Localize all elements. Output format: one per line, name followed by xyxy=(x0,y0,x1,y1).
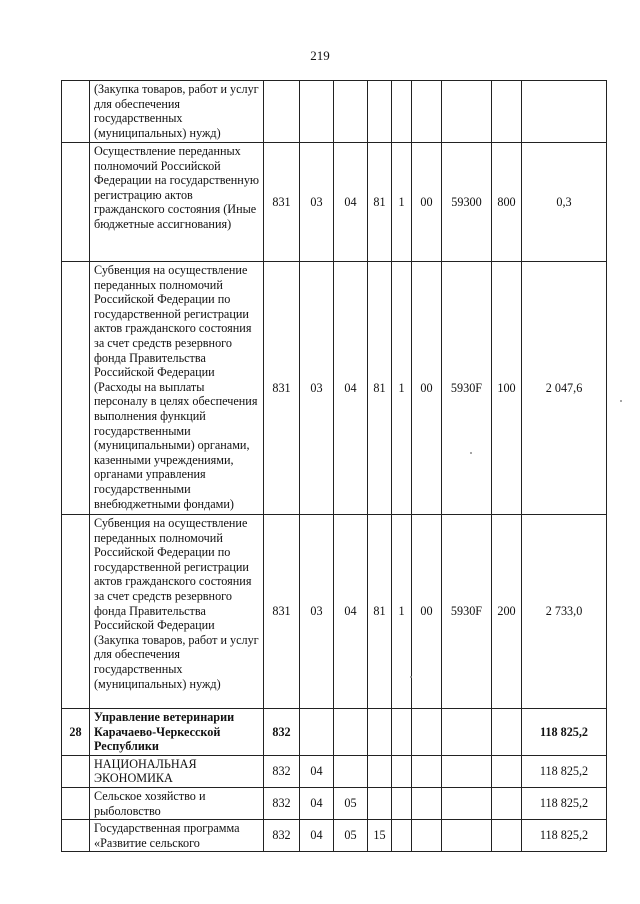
event-code xyxy=(412,81,442,143)
ministry-code: 831 xyxy=(264,515,300,709)
expense-type-code: 800 xyxy=(492,143,522,262)
direction-code: 5930F xyxy=(442,515,492,709)
scan-speck xyxy=(470,452,472,454)
scan-speck xyxy=(410,676,412,678)
section-code: 04 xyxy=(300,755,334,787)
direction-code xyxy=(442,787,492,819)
table-row xyxy=(62,515,607,709)
row-number xyxy=(62,515,90,709)
ministry-code: 831 xyxy=(264,262,300,515)
subprogram-code: 1 xyxy=(392,143,412,262)
subprogram-code: 1 xyxy=(392,515,412,709)
table-row xyxy=(62,820,607,852)
scan-speck xyxy=(620,400,622,402)
expense-type-code xyxy=(492,81,522,143)
event-code xyxy=(412,755,442,787)
item-name: Субвенция на осуществление переданных полномочий Российской Федерации по государственной регистрации актов гражданского состояния за счет средств резервного фонда Правительства Российской Федерации (Расходы на выплаты персоналу в целях обеспечения выполнения функций государственными (муниципальными) органами, казенными учреждениями, органами управления государственными внебюджетными фондами) xyxy=(90,262,264,515)
program-code xyxy=(368,787,392,819)
subsection-code: 04 xyxy=(334,143,368,262)
section-code: 03 xyxy=(300,143,334,262)
subsection-code: 04 xyxy=(334,515,368,709)
item-name: НАЦИОНАЛЬНАЯ ЭКОНОМИКА xyxy=(90,755,264,787)
subprogram-code xyxy=(392,709,412,756)
subprogram-code: 1 xyxy=(392,262,412,515)
program-code xyxy=(368,81,392,143)
subsection-code xyxy=(334,755,368,787)
event-code xyxy=(412,709,442,756)
direction-code xyxy=(442,755,492,787)
event-code: 00 xyxy=(412,262,442,515)
item-name: Сельское хозяйство и рыболовство xyxy=(90,787,264,819)
expense-type-code xyxy=(492,820,522,852)
amount xyxy=(522,81,607,143)
ministry-code: 831 xyxy=(264,143,300,262)
subprogram-code xyxy=(392,787,412,819)
section-code: 04 xyxy=(300,787,334,819)
subsection-code: 05 xyxy=(334,787,368,819)
section-code xyxy=(300,81,334,143)
program-code: 81 xyxy=(368,515,392,709)
item-name: Управление ветеринарии Карачаево-Черкесской Республики xyxy=(90,709,264,756)
event-code xyxy=(412,820,442,852)
row-number xyxy=(62,81,90,143)
amount: 2 047,6 xyxy=(522,262,607,515)
subsection-code: 04 xyxy=(334,262,368,515)
event-code: 00 xyxy=(412,515,442,709)
item-name: Субвенция на осуществление переданных полномочий Российской Федерации по государственной регистрации актов гражданского состояния за счет средств резервного фонда Правительства Российской Федерации (Закупка товаров, работ и услуг для обеспечения государственных (муниципальных) нужд) xyxy=(90,515,264,709)
expense-type-code: 100 xyxy=(492,262,522,515)
item-name: Осуществление переданных полномочий Российской Федерации на государственную регистрацию актов гражданского состояния (Иные бюджетные ассигнования) xyxy=(90,143,264,262)
table-row xyxy=(62,143,607,262)
program-code: 81 xyxy=(368,262,392,515)
program-code: 15 xyxy=(368,820,392,852)
row-number xyxy=(62,787,90,819)
subsection-code xyxy=(334,709,368,756)
ministry-code: 832 xyxy=(264,755,300,787)
subprogram-code xyxy=(392,820,412,852)
ministry-code xyxy=(264,81,300,143)
expense-type-code xyxy=(492,787,522,819)
table-row xyxy=(62,755,607,787)
ministry-code: 832 xyxy=(264,787,300,819)
program-code xyxy=(368,755,392,787)
table-row xyxy=(62,81,607,143)
amount: 118 825,2 xyxy=(522,755,607,787)
program-code: 81 xyxy=(368,143,392,262)
direction-code xyxy=(442,820,492,852)
row-number xyxy=(62,143,90,262)
subsection-code xyxy=(334,81,368,143)
section-code xyxy=(300,709,334,756)
budget-table xyxy=(61,80,607,852)
expense-type-code xyxy=(492,755,522,787)
row-number xyxy=(62,262,90,515)
amount: 2 733,0 xyxy=(522,515,607,709)
direction-code xyxy=(442,81,492,143)
amount: 118 825,2 xyxy=(522,820,607,852)
row-number: 28 xyxy=(62,709,90,756)
row-number xyxy=(62,820,90,852)
event-code: 00 xyxy=(412,143,442,262)
amount: 118 825,2 xyxy=(522,709,607,756)
amount: 0,3 xyxy=(522,143,607,262)
table-row xyxy=(62,709,607,756)
subprogram-code xyxy=(392,81,412,143)
row-number xyxy=(62,755,90,787)
subprogram-code xyxy=(392,755,412,787)
table-row xyxy=(62,262,607,515)
expense-type-code: 200 xyxy=(492,515,522,709)
subsection-code: 05 xyxy=(334,820,368,852)
direction-code: 5930F xyxy=(442,262,492,515)
direction-code xyxy=(442,709,492,756)
section-code: 03 xyxy=(300,262,334,515)
section-code: 03 xyxy=(300,515,334,709)
item-name: Государственная программа «Развитие сельского xyxy=(90,820,264,852)
item-name: (Закупка товаров, работ и услуг для обеспечения государственных (муниципальных) нужд) xyxy=(90,81,264,143)
table-row xyxy=(62,787,607,819)
ministry-code: 832 xyxy=(264,820,300,852)
section-code: 04 xyxy=(300,820,334,852)
ministry-code: 832 xyxy=(264,709,300,756)
direction-code: 59300 xyxy=(442,143,492,262)
page-number: 219 xyxy=(310,48,330,63)
event-code xyxy=(412,787,442,819)
program-code xyxy=(368,709,392,756)
expense-type-code xyxy=(492,709,522,756)
amount: 118 825,2 xyxy=(522,787,607,819)
